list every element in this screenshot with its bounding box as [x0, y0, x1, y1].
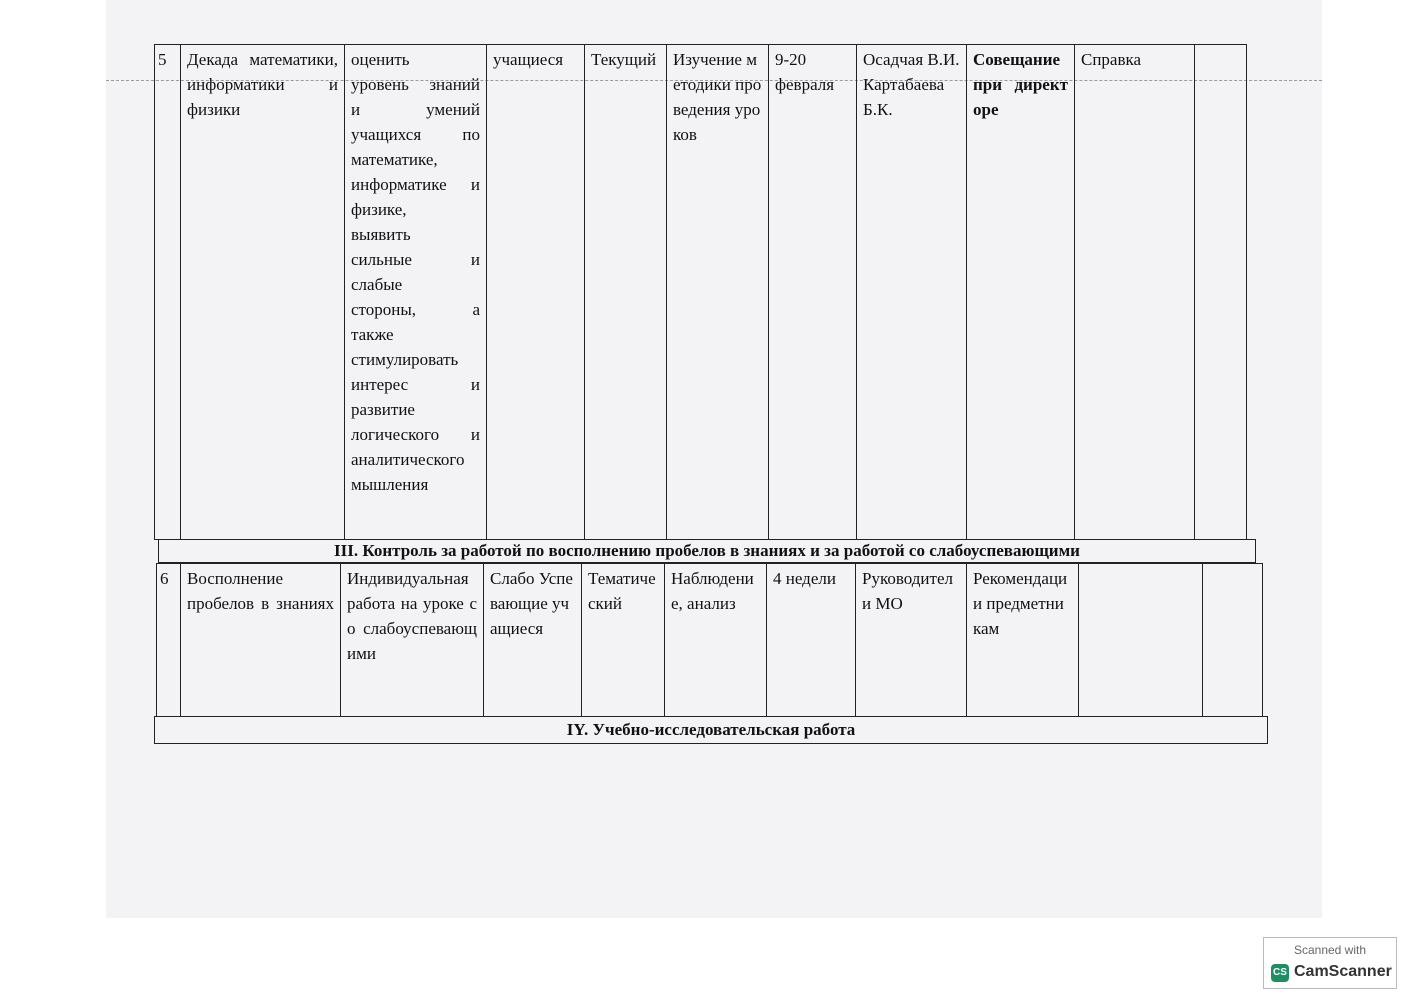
goal-line: стимулировать	[351, 350, 459, 369]
control-type: Тематический	[582, 564, 665, 717]
goal-line: также	[351, 325, 394, 344]
goal-line: и умений	[351, 100, 480, 119]
camscanner-watermark	[1263, 937, 1397, 989]
goal-lines	[351, 47, 480, 497]
goal-line: учащихся по	[351, 125, 480, 144]
control-dates: 9-20 февраля	[769, 45, 857, 540]
control-goal: Индивидуальная работа на уроке со слабоуспевающими	[341, 564, 484, 717]
goal-line: информатике и	[351, 175, 480, 194]
plan-table-row6	[156, 563, 1263, 717]
responsible: Руководители МО	[856, 564, 967, 717]
goal-line: интерес и	[351, 375, 480, 394]
section-heading-4: IY. Учебно-исследовательская работа	[154, 716, 1268, 744]
responsible: Осадчая В.И. Картабаева Б.К.	[857, 45, 967, 540]
control-type: Текущий	[585, 45, 667, 540]
result-doc	[1079, 564, 1203, 717]
extra-cell	[1195, 45, 1247, 540]
goal-line: стороны, а	[351, 300, 480, 319]
camscanner-logo-icon: CS	[1271, 964, 1289, 982]
goal-line: развитие	[351, 400, 415, 419]
control-goal	[345, 45, 487, 540]
watermark-brand: CamScanner	[1294, 963, 1392, 980]
control-object: Слабо Успевающие учащиеся	[484, 564, 582, 717]
section-heading-3: III. Контроль за работой по восполнению пробелов в знаниях и за работой со слабоуспевающими	[158, 539, 1256, 563]
goal-line: сильные и	[351, 250, 480, 269]
goal-line: слабые	[351, 275, 403, 294]
control-method: Изучение методики проведения уроков	[667, 45, 769, 540]
row-number: 5	[155, 45, 181, 540]
control-dates: 4 недели	[767, 564, 856, 717]
extra-cell	[1203, 564, 1263, 717]
table-row	[155, 45, 1247, 540]
goal-line: логического и	[351, 425, 480, 444]
goal-line: выявить	[351, 225, 411, 244]
control-subject: Декада математики, информатики и физики	[181, 45, 345, 540]
plan-table-row5	[154, 44, 1247, 540]
control-object: учащиеся	[487, 45, 585, 540]
control-subject: Восполнение пробелов в знаниях	[181, 564, 341, 717]
goal-line: уровень знаний	[351, 75, 480, 94]
row-number: 6	[157, 564, 181, 717]
review-place: Рекомендации предметникам	[967, 564, 1079, 717]
goal-line: математике,	[351, 150, 438, 169]
watermark-caption: Scanned with	[1293, 943, 1367, 957]
control-method: Наблюдение, анализ	[665, 564, 767, 717]
goal-line: мышления	[351, 475, 429, 494]
table-row	[157, 564, 1263, 717]
goal-line: физике,	[351, 200, 407, 219]
goal-line: аналитического	[351, 450, 465, 469]
goal-line: оценить	[351, 50, 410, 69]
review-place: Совещание при директоре	[967, 45, 1075, 540]
result-doc: Справка	[1075, 45, 1195, 540]
